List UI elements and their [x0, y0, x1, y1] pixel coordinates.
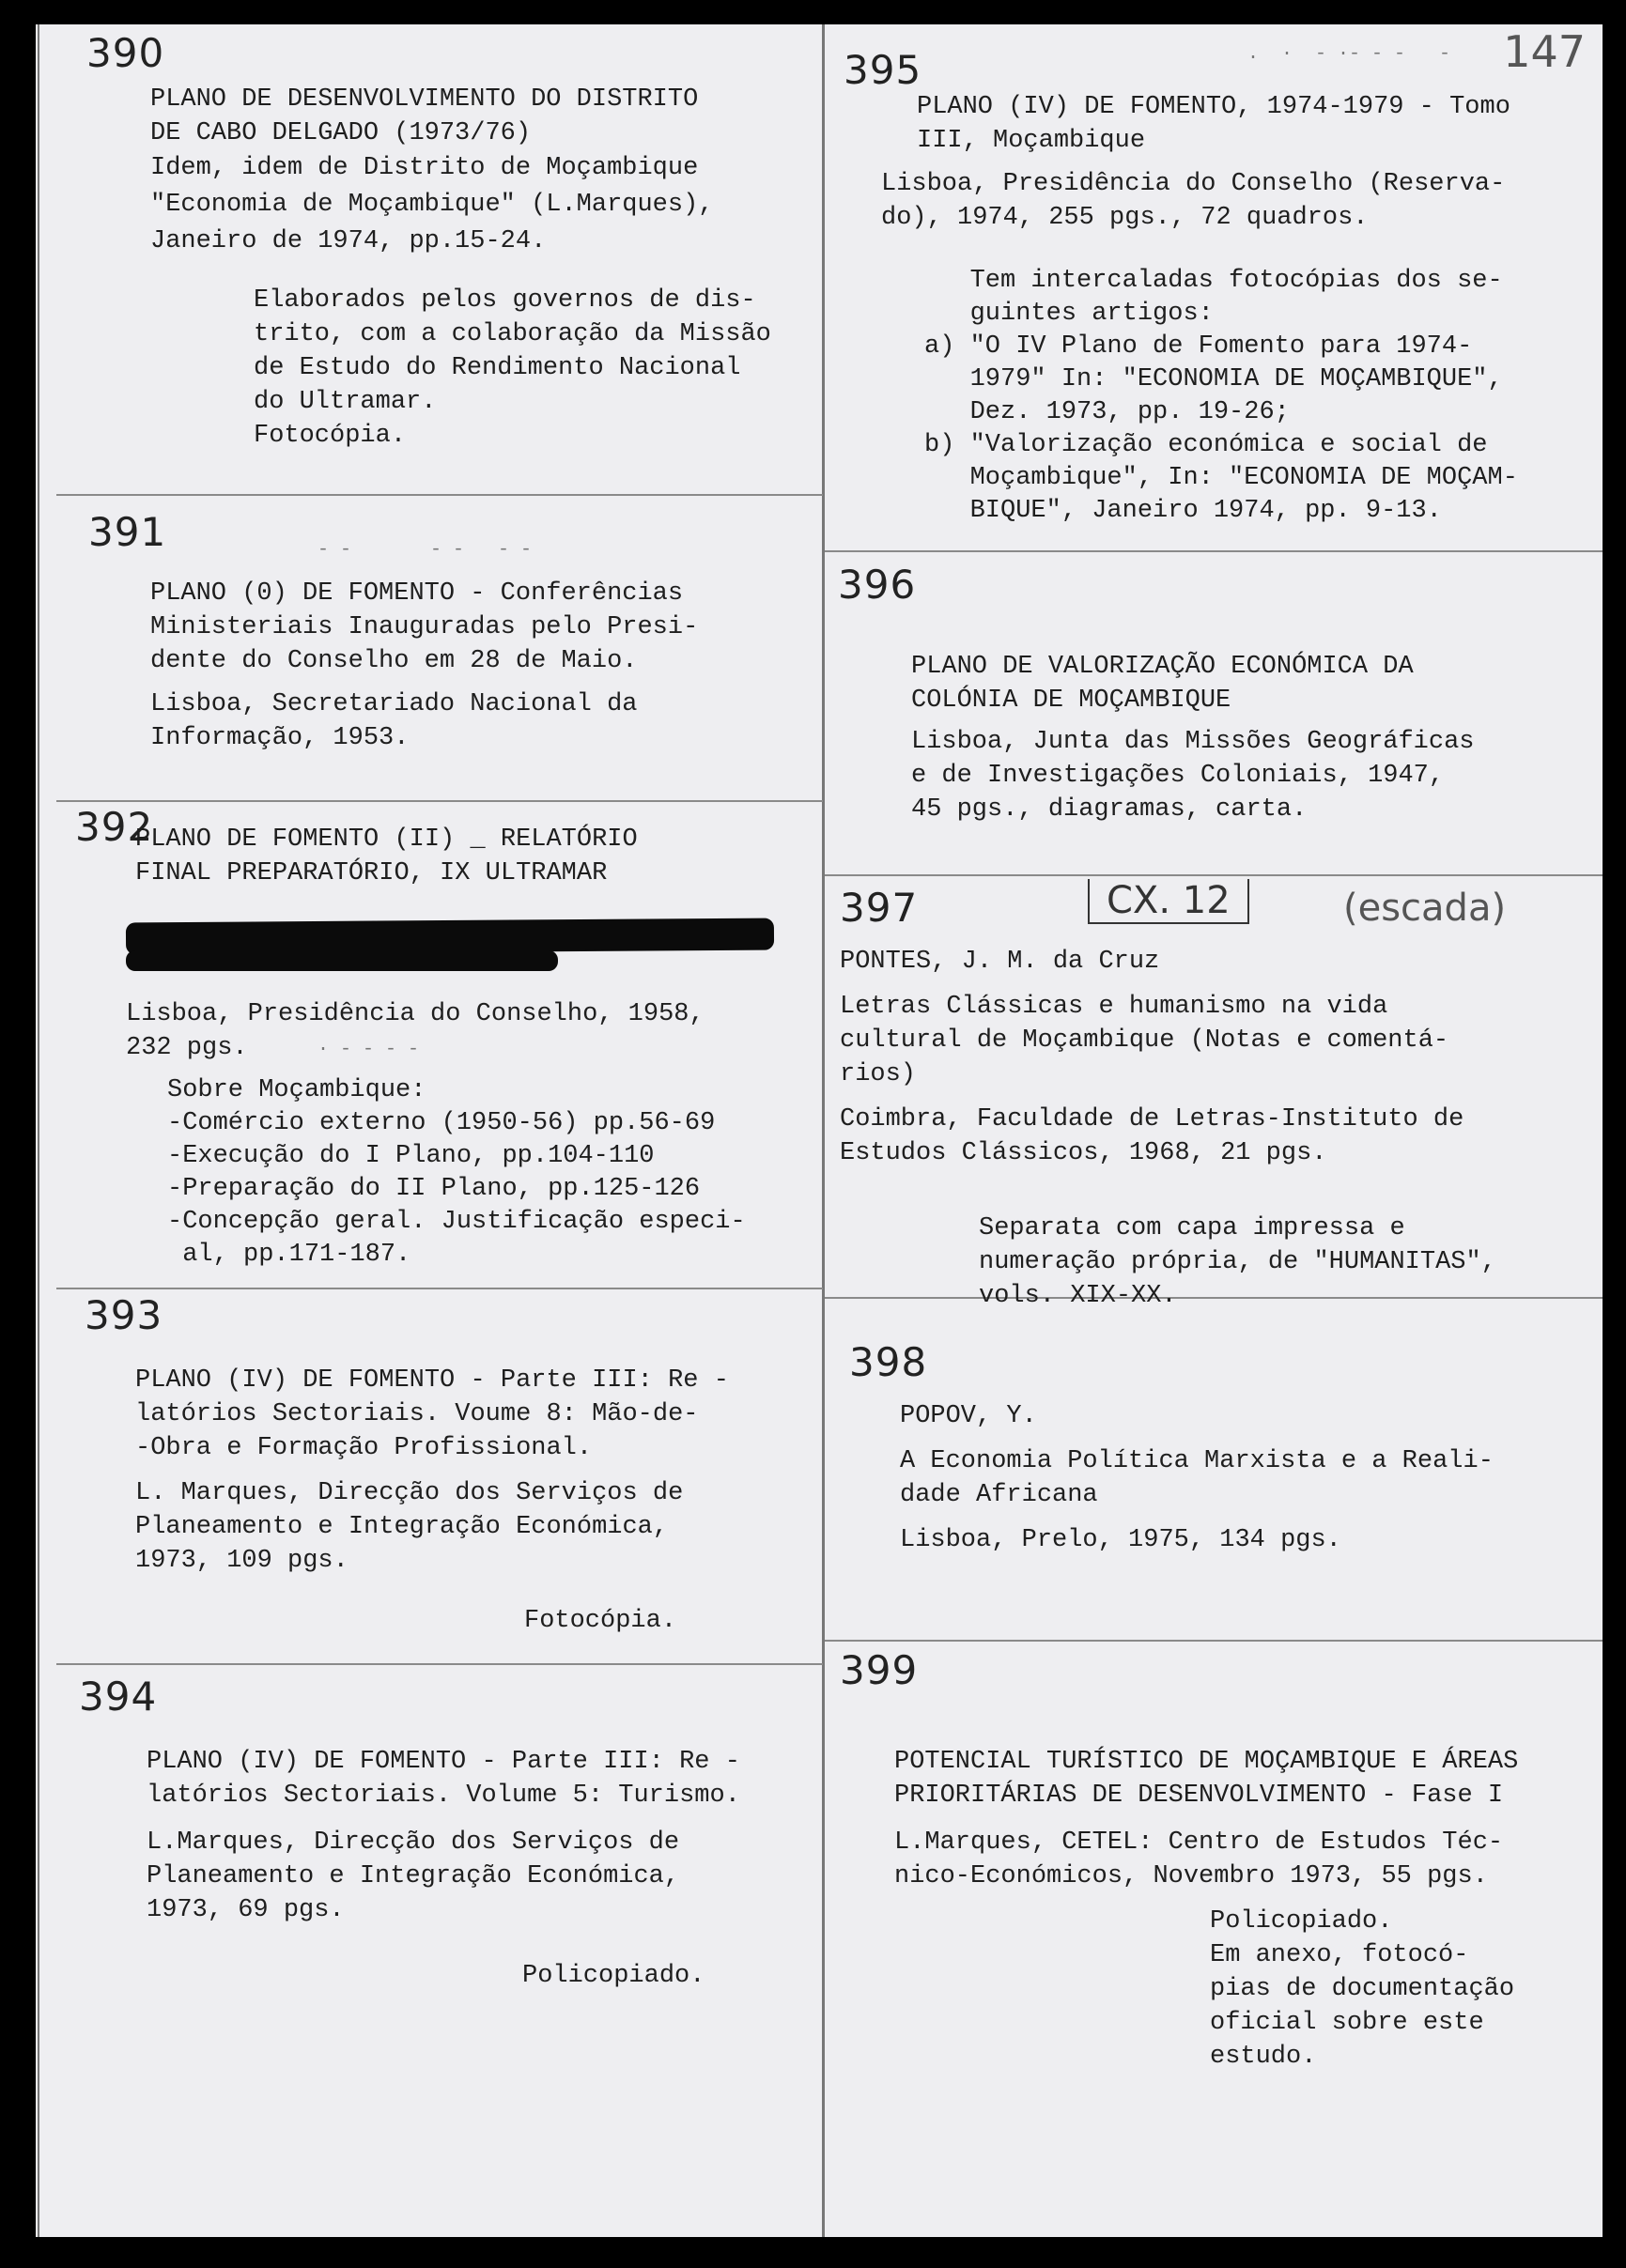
card-publication: Lisboa, Presidência do Conselho (Reserva- do), 1974, 255 pgs., 72 quadros. [881, 170, 1506, 232]
card-publication: L.Marques, CETEL: Centro de Estudos Téc- nico-Económicos, Novembro 1973, 55 pgs. [894, 1828, 1504, 1890]
card-title: PLANO (IV) DE FOMENTO, 1974-1979 - Tomo III, Moçambique [917, 93, 1510, 155]
card-number: 398 [849, 1339, 928, 1385]
card-publication: Lisboa, Junta das Missões Geográficas e de Investigações Coloniais, 1947, 45 pgs., diagramas, carta. [911, 728, 1475, 824]
card-title: A Economia Política Marxista e a Reali- dade Africana [900, 1447, 1494, 1509]
card-divider [56, 1663, 823, 1665]
redaction-bar [126, 950, 558, 971]
card-publication: Lisboa, Presidência do Conselho, 1958, 232 pgs. [126, 1000, 705, 1062]
card-publication: L.Marques, Direcção dos Serviços de Planeamento e Integração Económica, 1973, 69 pgs. [147, 1828, 680, 1924]
box-location-label: CX. 12 [1088, 879, 1249, 924]
card-publication: Lisboa, Prelo, 1975, 134 pgs. [900, 1526, 1341, 1554]
card-title: PLANO (IV) DE FOMENTO - Parte III: Re - latórios Sectoriais. Volume 5: Turismo. [147, 1748, 740, 1810]
catalog-sheet [36, 24, 1603, 2237]
card-divider [825, 1640, 1603, 1642]
card-note: Policopiado. Em anexo, fotocó- pias de documentação oficial sobre este estudo. [1210, 1907, 1515, 2071]
card-divider [825, 874, 1603, 876]
card-note: Tem intercaladas fotocópias dos se- guintes artigos: a) "O IV Plano de Fomento para 1974- 1979" In: "ECONOMIA DE MOÇAMBIQUE", Dez. 1973, pp. 19-26; b) "Valorização económica e social de Moçambique", In: "ECONOMIA DE MOÇAM- BIQUE", Janeiro 1974, pp. 9-13. [924, 267, 1518, 525]
card-publication: Idem, idem de Distrito de Moçambique "Economia de Moçambique" (L.Marques), Janeiro de 1974, pp.15-24. [150, 154, 714, 255]
card-number: 395 [844, 47, 922, 93]
card-title: PLANO (IV) DE FOMENTO - Parte III: Re - latórios Sectoriais. Voume 8: Mão-de- -Obra e Formação Profissional. [135, 1366, 729, 1462]
card-title: PLANO DE VALORIZAÇÃO ECONÓMICA DA COLÓNIA DE MOÇAMBIQUE [911, 653, 1414, 715]
location-note: (escada) [1343, 887, 1507, 930]
column-divider [822, 24, 825, 2237]
card-publication: Lisboa, Secretariado Nacional da Informação, 1953. [150, 690, 638, 752]
card-publication: Coimbra, Faculdade de Letras-Instituto de Estudos Clássicos, 1968, 21 pgs. [840, 1105, 1464, 1167]
card-divider [56, 494, 823, 496]
card-number: 390 [86, 30, 165, 76]
stray-marks: · - - - - [317, 1039, 420, 1060]
card-number: 393 [85, 1292, 163, 1338]
card-note: Elaborados pelos governos de dis- trito, com a colaboração da Missão de Estudo do Rendimento Nacional do Ultramar. Fotocópia. [254, 286, 771, 450]
card-title: POTENCIAL TURÍSTICO DE MOÇAMBIQUE E ÁREAS PRIORITÁRIAS DE DESENVOLVIMENTO - Fase I [894, 1748, 1519, 1810]
card-number: 391 [88, 509, 167, 555]
card-note: Sobre Moçambique: -Comércio externo (1950-56) pp.56-69 -Execução do I Plano, pp.104-110 -Preparação do II Plano, pp.125-126 -Concepção geral. Justificação especi- al, pp.171-187. [167, 1076, 746, 1269]
card-title: PLANO (0) DE FOMENTO - Conferências Ministeriais Inauguradas pelo Presi- dente do Conselho em 28 de Maio. [150, 579, 699, 675]
stray-marks: . · - ·- - - - [1247, 43, 1451, 65]
stray-marks: - - - - - - [317, 539, 533, 561]
card-author: POPOV, Y. [900, 1402, 1037, 1430]
card-divider [56, 800, 823, 802]
card-number: 397 [840, 885, 919, 931]
card-note: Fotocópia. [524, 1607, 677, 1635]
card-divider [56, 1288, 823, 1289]
card-publication: L. Marques, Direcção dos Serviços de Planeamento e Integração Económica, 1973, 109 pgs. [135, 1479, 684, 1575]
card-title: PLANO DE FOMENTO (II) _ RELATÓRIO FINAL PREPARATÓRIO, IX ULTRAMAR [135, 825, 638, 887]
card-number: 392 [75, 804, 154, 850]
card-note: Separata com capa impressa e numeração própria, de "HUMANITAS", vols. XIX-XX. [979, 1214, 1496, 1310]
left-column-edge [38, 24, 39, 2237]
card-number: 399 [840, 1647, 919, 1693]
card-title: Letras Clássicas e humanismo na vida cultural de Moçambique (Notas e comentá- rios) [840, 993, 1449, 1088]
card-author: PONTES, J. M. da Cruz [840, 948, 1160, 976]
card-number: 396 [838, 562, 917, 608]
redaction-bar [126, 918, 774, 955]
page-number: 147 [1503, 26, 1586, 77]
card-number: 394 [79, 1674, 158, 1720]
card-divider [825, 550, 1603, 552]
card-title: PLANO DE DESENVOLVIMENTO DO DISTRITO DE CABO DELGADO (1973/76) [150, 85, 699, 147]
card-note: Policopiado. [522, 1962, 705, 1990]
